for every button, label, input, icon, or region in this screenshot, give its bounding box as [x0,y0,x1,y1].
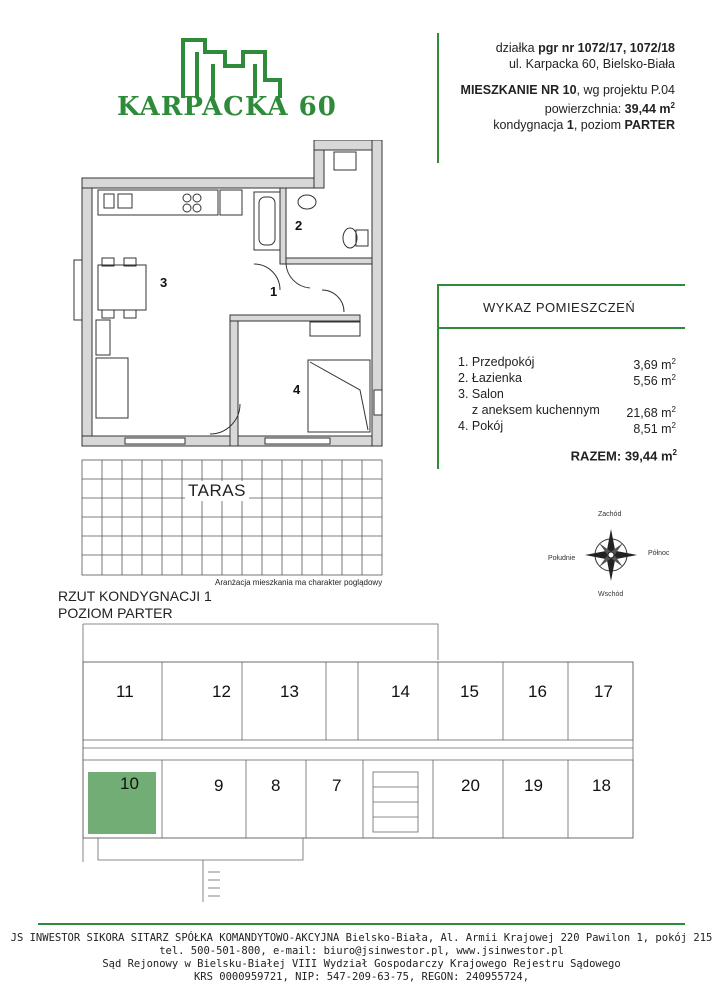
apartment-label-12: 12 [212,682,231,701]
logo-buildings-icon [105,30,350,100]
compass [548,505,698,605]
footer-contact: tel. 500-501-800, e-mail: biuro@jsinwestor.pl, www.jsinwestor.pl [159,945,564,957]
logo-text: KARPACKA 60 [117,92,337,122]
apartment-number: MIESZKANIE NR 10, wg projektu P.04 [460,83,675,97]
rooms-divider-middle [437,327,685,329]
company-footer [0,932,723,984]
room-row: 1. Przedpokój 3,69 $m^2$ [458,355,676,373]
apartment-info [415,40,675,133]
apartment-label-18: 18 [592,776,611,795]
apartment-label-17: 17 [594,682,613,701]
apartment-label-19: 19 [524,776,543,795]
apartment-label-10: 10 [120,774,139,793]
address: ul. Karpacka 60, Bielsko-Biała [508,57,675,71]
apartment-floor-plan [70,140,390,590]
room-number-4: 4 [293,382,301,397]
floor-plan-drawing [70,140,390,590]
apartment-label-20: 20 [461,776,480,795]
room-row: 4. Pokój 8,51 $m^2$ [458,419,676,437]
building-plan-drawing [78,622,638,922]
arrangement-note: Aranżacja mieszkania ma charakter poglądowy [215,578,383,587]
compass-east: Północ [648,550,670,557]
rooms-list [458,354,676,437]
level-label: RZUT KONDYGNACJI 1 POZIOM PARTER [58,588,212,621]
apartment-label-9: 9 [214,776,224,795]
apartment-label-14: 14 [391,682,410,701]
apartment-label-11: 11 [116,682,134,701]
room-row: z aneksem kuchennym 21,68 $m^2$ [458,403,676,421]
rooms-divider-vertical [437,284,439,469]
apartment-label-16: 16 [528,682,547,701]
apartment-label-8: 8 [271,776,281,795]
footer-divider [38,923,685,925]
footer-registry: KRS 0000959721, NIP: 547-209-63-75, REGON: 240955724, [193,971,530,983]
terrace-label: TARAS [185,481,249,501]
room-row: 3. Salon [458,387,504,401]
rooms-total: RAZEM: 39,44 $m^2$ [570,448,677,464]
apartment-level: kondygnacja 1, poziom PARTER [493,118,675,133]
room-number-1: 1 [270,284,278,299]
logo [105,30,350,130]
apartment-label-13: 13 [280,682,299,701]
compass-south: Wschód [598,591,624,598]
footer-court: Sąd Rejonowy w Bielsku-Białej VIII Wydział Gospodarczy Krajowego Rejestru Sądowego [102,958,621,970]
compass-west: Południe [548,555,576,562]
compass-north: Zachód [598,511,622,518]
rooms-divider-top [437,284,685,286]
plot-number: działka pgr nr 1072/17, 1072/18 [495,41,675,55]
room-number-2: 2 [295,218,303,233]
room-number-3: 3 [160,275,168,290]
footer-company: JS INWESTOR SIKORA SITARZ SPÓŁKA KOMANDYTOWO-AKCYJNA Bielsko-Biała, Al. Armii Krajowej 220 Pawilon 1, pokój 215 [10,932,713,944]
rooms-title: WYKAZ POMIESZCZEŃ [483,300,636,315]
room-row: 2. Łazienka 5,56 $m^2$ [458,371,676,389]
building-overview [78,622,638,922]
apartment-label-15: 15 [460,682,479,701]
apartment-area: powierzchnia: 39,44 $m^2$ [544,101,675,117]
apartment-label-7: 7 [332,776,342,795]
